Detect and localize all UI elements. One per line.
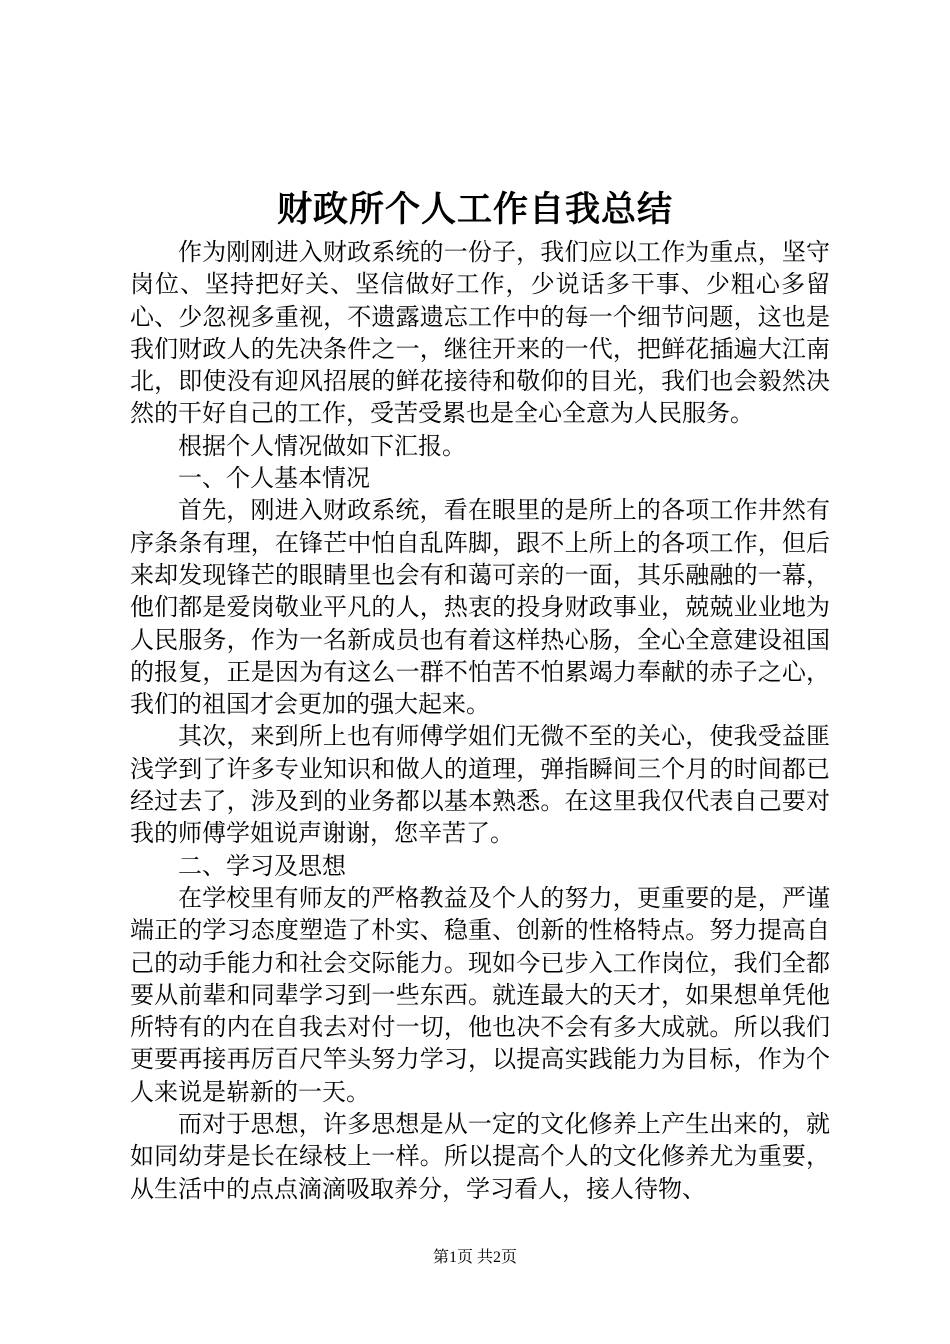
basic-info-paragraph-1: 首先，刚进入财政系统，看在眼里的是所上的各项工作井然有序条条有理，在锋芒中怕自乱阵脚，跟不上所上的各项工作，但后来却发现锋芒的眼睛里也会有和蔼可亲的一面，其乐融融的一幕，他们都是爱岗敬业平凡的人，热衷的投身财政事业，兢兢业业地为人民服务，作为一名新成员也有着这样热心肠，全心全意建设祖国的报复，正是因为有这么一群不怕苦不怕累竭力奉献的赤子之心，我们的祖国才会更加的强大起来。 [130, 496, 830, 719]
section-heading-study-thought: 二、学习及思想 [178, 851, 346, 880]
document-body [130, 236, 830, 1205]
intro-paragraph: 作为刚刚进入财政系统的一份子，我们应以工作为重点，坚守岗位、坚持把好关、坚信做好工作，少说话多干事、少粗心多留心、少忽视多重视，不遗露遗忘工作中的每一个细节问题，这也是我们财政人的先决条件之一，继往开来的一代，把鲜花插遍大江南北，即使没有迎风招展的鲜花接待和敬仰的目光，我们也会毅然决然的干好自己的工作，受苦受累也是全心全意为人民服务。 [130, 238, 830, 428]
report-lead-paragraph: 根据个人情况做如下汇报。 [178, 431, 466, 460]
thought-paragraph: 而对于思想，许多思想是从一定的文化修养上产生出来的，就如同幼芽是长在绿枝上一样。所以提高个人的文化修养尤为重要，从生活中的点点滴滴吸取养分，学习看人，接人待物、 [130, 1110, 830, 1203]
page-number-footer: 第1页 共2页 [432, 1249, 517, 1266]
document-title: 财政所个人工作自我总结 [276, 189, 673, 230]
section-heading-basic-info: 一、个人基本情况 [178, 464, 370, 493]
study-paragraph: 在学校里有师友的严格教益及个人的努力，更重要的是，严谨端正的学习态度塑造了朴实、稳重、创新的性格特点。努力提高自己的动手能力和社会交际能力。现如今已步入工作岗位，我们全都要从前辈和同辈学习到一些东西。就连最大的天才，如果想单凭他所特有的内在自我去对付一切，他也决不会有多大成就。所以我们更要再接再厉百尺竿头努力学习，以提高实践能力为目标，作为个人来说是崭新的一天。 [130, 883, 830, 1106]
basic-info-paragraph-2: 其次，来到所上也有师傅学姐们无微不至的关心，使我受益匪浅学到了许多专业知识和做人的道理，弹指瞬间三个月的时间都已经过去了，涉及到的业务都以基本熟悉。在这里我仅代表自己要对我的师傅学姐说声谢谢，您辛苦了。 [130, 722, 830, 848]
